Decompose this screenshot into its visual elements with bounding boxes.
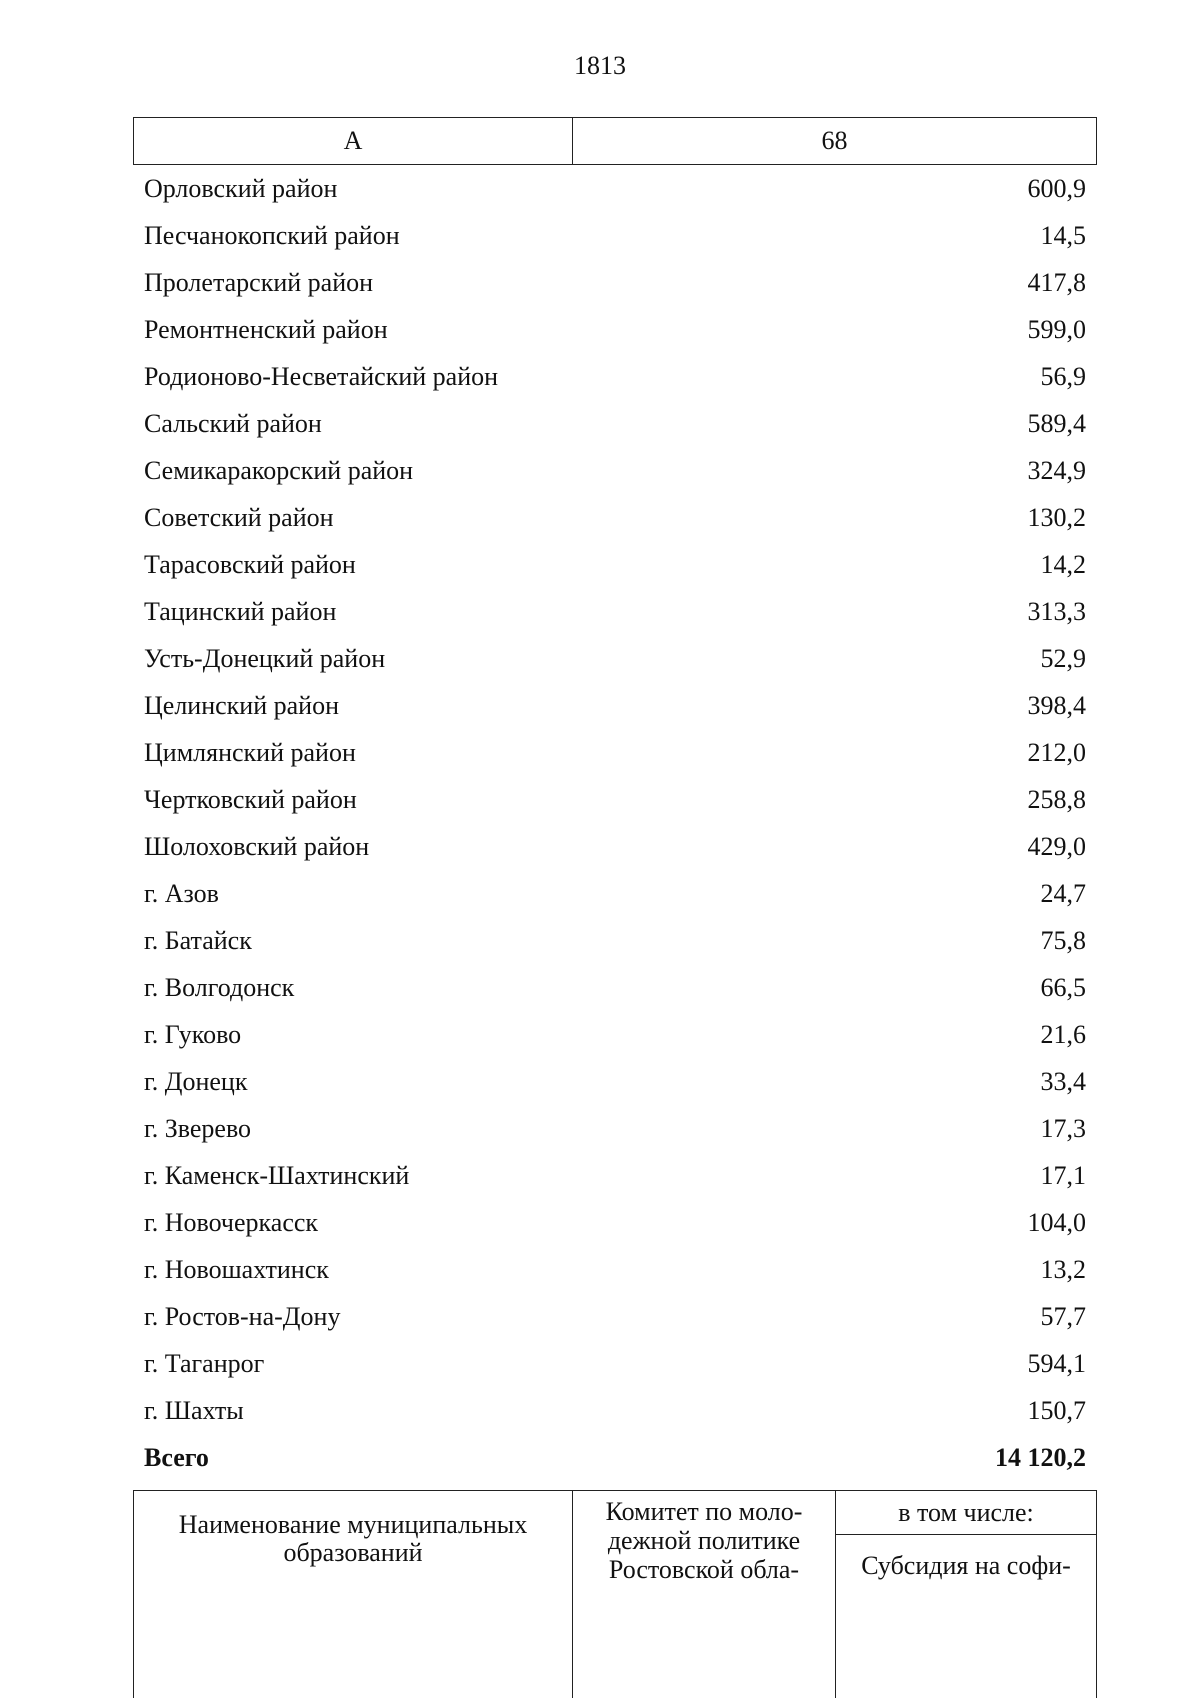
municipality-name: г. Шахты: [144, 1395, 244, 1425]
table-row: [133, 259, 1097, 306]
table-row: [133, 306, 1097, 353]
table-row: [133, 447, 1097, 494]
municipality-name: г. Ростов-на-Дону: [144, 1301, 341, 1331]
amount-value: 33,4: [1040, 1066, 1086, 1096]
municipality-name: г. Азов: [144, 878, 219, 908]
amount-value: 24,7: [1040, 878, 1086, 908]
table-row: [133, 1387, 1097, 1434]
data-table-body: [133, 165, 1097, 1481]
table-row: [133, 1011, 1097, 1058]
total-value: 14 120,2: [995, 1442, 1086, 1472]
table-row: [133, 165, 1097, 212]
amount-value: 599,0: [1027, 314, 1086, 344]
amount-value: 104,0: [1027, 1207, 1086, 1237]
municipality-name: Чертковский район: [144, 784, 357, 814]
next-table-col3: [836, 1491, 1096, 1698]
amount-value: 13,2: [1040, 1254, 1086, 1284]
including-header: в том числе:: [836, 1491, 1096, 1535]
municipality-name: г. Таганрог: [144, 1348, 265, 1378]
table-row: [133, 1199, 1097, 1246]
table-row: [133, 823, 1097, 870]
amount-value: 52,9: [1040, 643, 1086, 673]
amount-value: 600,9: [1027, 173, 1086, 203]
amount-value: 398,4: [1027, 690, 1086, 720]
municipality-name: Советский район: [144, 502, 334, 532]
amount-value: 589,4: [1027, 408, 1086, 438]
table-row: [133, 1058, 1097, 1105]
table-row: [133, 212, 1097, 259]
page-number: 1813: [574, 51, 626, 80]
total-row: [133, 1434, 1097, 1481]
municipality-name: г. Батайск: [144, 925, 252, 955]
table-row: [133, 353, 1097, 400]
municipality-name: г. Волгодонск: [144, 972, 295, 1002]
municipality-name: Усть-Донецкий район: [144, 643, 386, 673]
table-row: [133, 776, 1097, 823]
municipality-name: Песчанокопский район: [144, 220, 400, 250]
municipality-name: Тарасовский район: [144, 549, 356, 579]
committee-column-header: Комитет по моло-дежной политике Ростовской обла-: [605, 1497, 803, 1584]
amount-value: 429,0: [1027, 831, 1086, 861]
amount-value: 17,3: [1040, 1113, 1086, 1143]
amount-value: 212,0: [1027, 737, 1086, 767]
amount-value: 14,2: [1040, 549, 1086, 579]
amount-value: 56,9: [1040, 361, 1086, 391]
table-row: [133, 729, 1097, 776]
municipality-name: г. Зверево: [144, 1113, 252, 1143]
table-row: [133, 1152, 1097, 1199]
table-row: [133, 541, 1097, 588]
municipality-name: Семикаракорский район: [144, 455, 414, 485]
next-table-col2: [573, 1491, 836, 1698]
amount-value: 66,5: [1040, 972, 1086, 1002]
table-row: [133, 635, 1097, 682]
subsidy-column-header: Субсидия на софи-: [861, 1551, 1071, 1580]
amount-value: 57,7: [1040, 1301, 1086, 1331]
amount-value: 17,1: [1040, 1160, 1086, 1190]
table-row: [133, 1246, 1097, 1293]
municipality-name: Сальский район: [144, 408, 322, 438]
municipality-name: Целинский район: [144, 690, 339, 720]
table-row: [133, 1105, 1097, 1152]
table-row: [133, 400, 1097, 447]
table-row: [133, 1293, 1097, 1340]
municipality-name: г. Донецк: [144, 1066, 248, 1096]
amount-value: 130,2: [1027, 502, 1086, 532]
municipality-column-header: Наименование муниципальных образований: [178, 1510, 528, 1567]
amount-value: 21,6: [1040, 1019, 1086, 1049]
municipality-name: Пролетарский район: [144, 267, 374, 297]
municipality-name: Тацинский район: [144, 596, 337, 626]
header-column-68: 68: [821, 126, 848, 155]
next-table-col1: [134, 1491, 573, 1698]
amount-value: 417,8: [1027, 267, 1086, 297]
municipality-name: Шолоховский район: [144, 831, 370, 861]
municipality-name: Ремонтненский район: [144, 314, 388, 344]
amount-value: 14,5: [1040, 220, 1086, 250]
municipality-name: Орловский район: [144, 173, 338, 203]
municipality-name: г. Гуково: [144, 1019, 242, 1049]
amount-value: 258,8: [1027, 784, 1086, 814]
table-row: [133, 588, 1097, 635]
table-header: [133, 117, 1097, 165]
table-row: [133, 870, 1097, 917]
next-table-header: [133, 1490, 1097, 1698]
amount-value: 75,8: [1040, 925, 1086, 955]
amount-value: 150,7: [1027, 1395, 1086, 1425]
municipality-name: Родионово-Несветайский район: [144, 361, 499, 391]
header-column-a: А: [134, 118, 573, 164]
amount-value: 594,1: [1027, 1348, 1086, 1378]
table-row: [133, 917, 1097, 964]
table-row: [133, 682, 1097, 729]
table-row: [133, 1340, 1097, 1387]
table-row: [133, 964, 1097, 1011]
municipality-name: г. Новочеркасск: [144, 1207, 319, 1237]
municipality-name: г. Каменск-Шахтинский: [144, 1160, 410, 1190]
municipality-name: г. Новошахтинск: [144, 1254, 329, 1284]
amount-value: 324,9: [1027, 455, 1086, 485]
municipality-name: Цимлянский район: [144, 737, 356, 767]
table-row: [133, 494, 1097, 541]
amount-value: 313,3: [1027, 596, 1086, 626]
total-label: Всего: [144, 1442, 209, 1472]
